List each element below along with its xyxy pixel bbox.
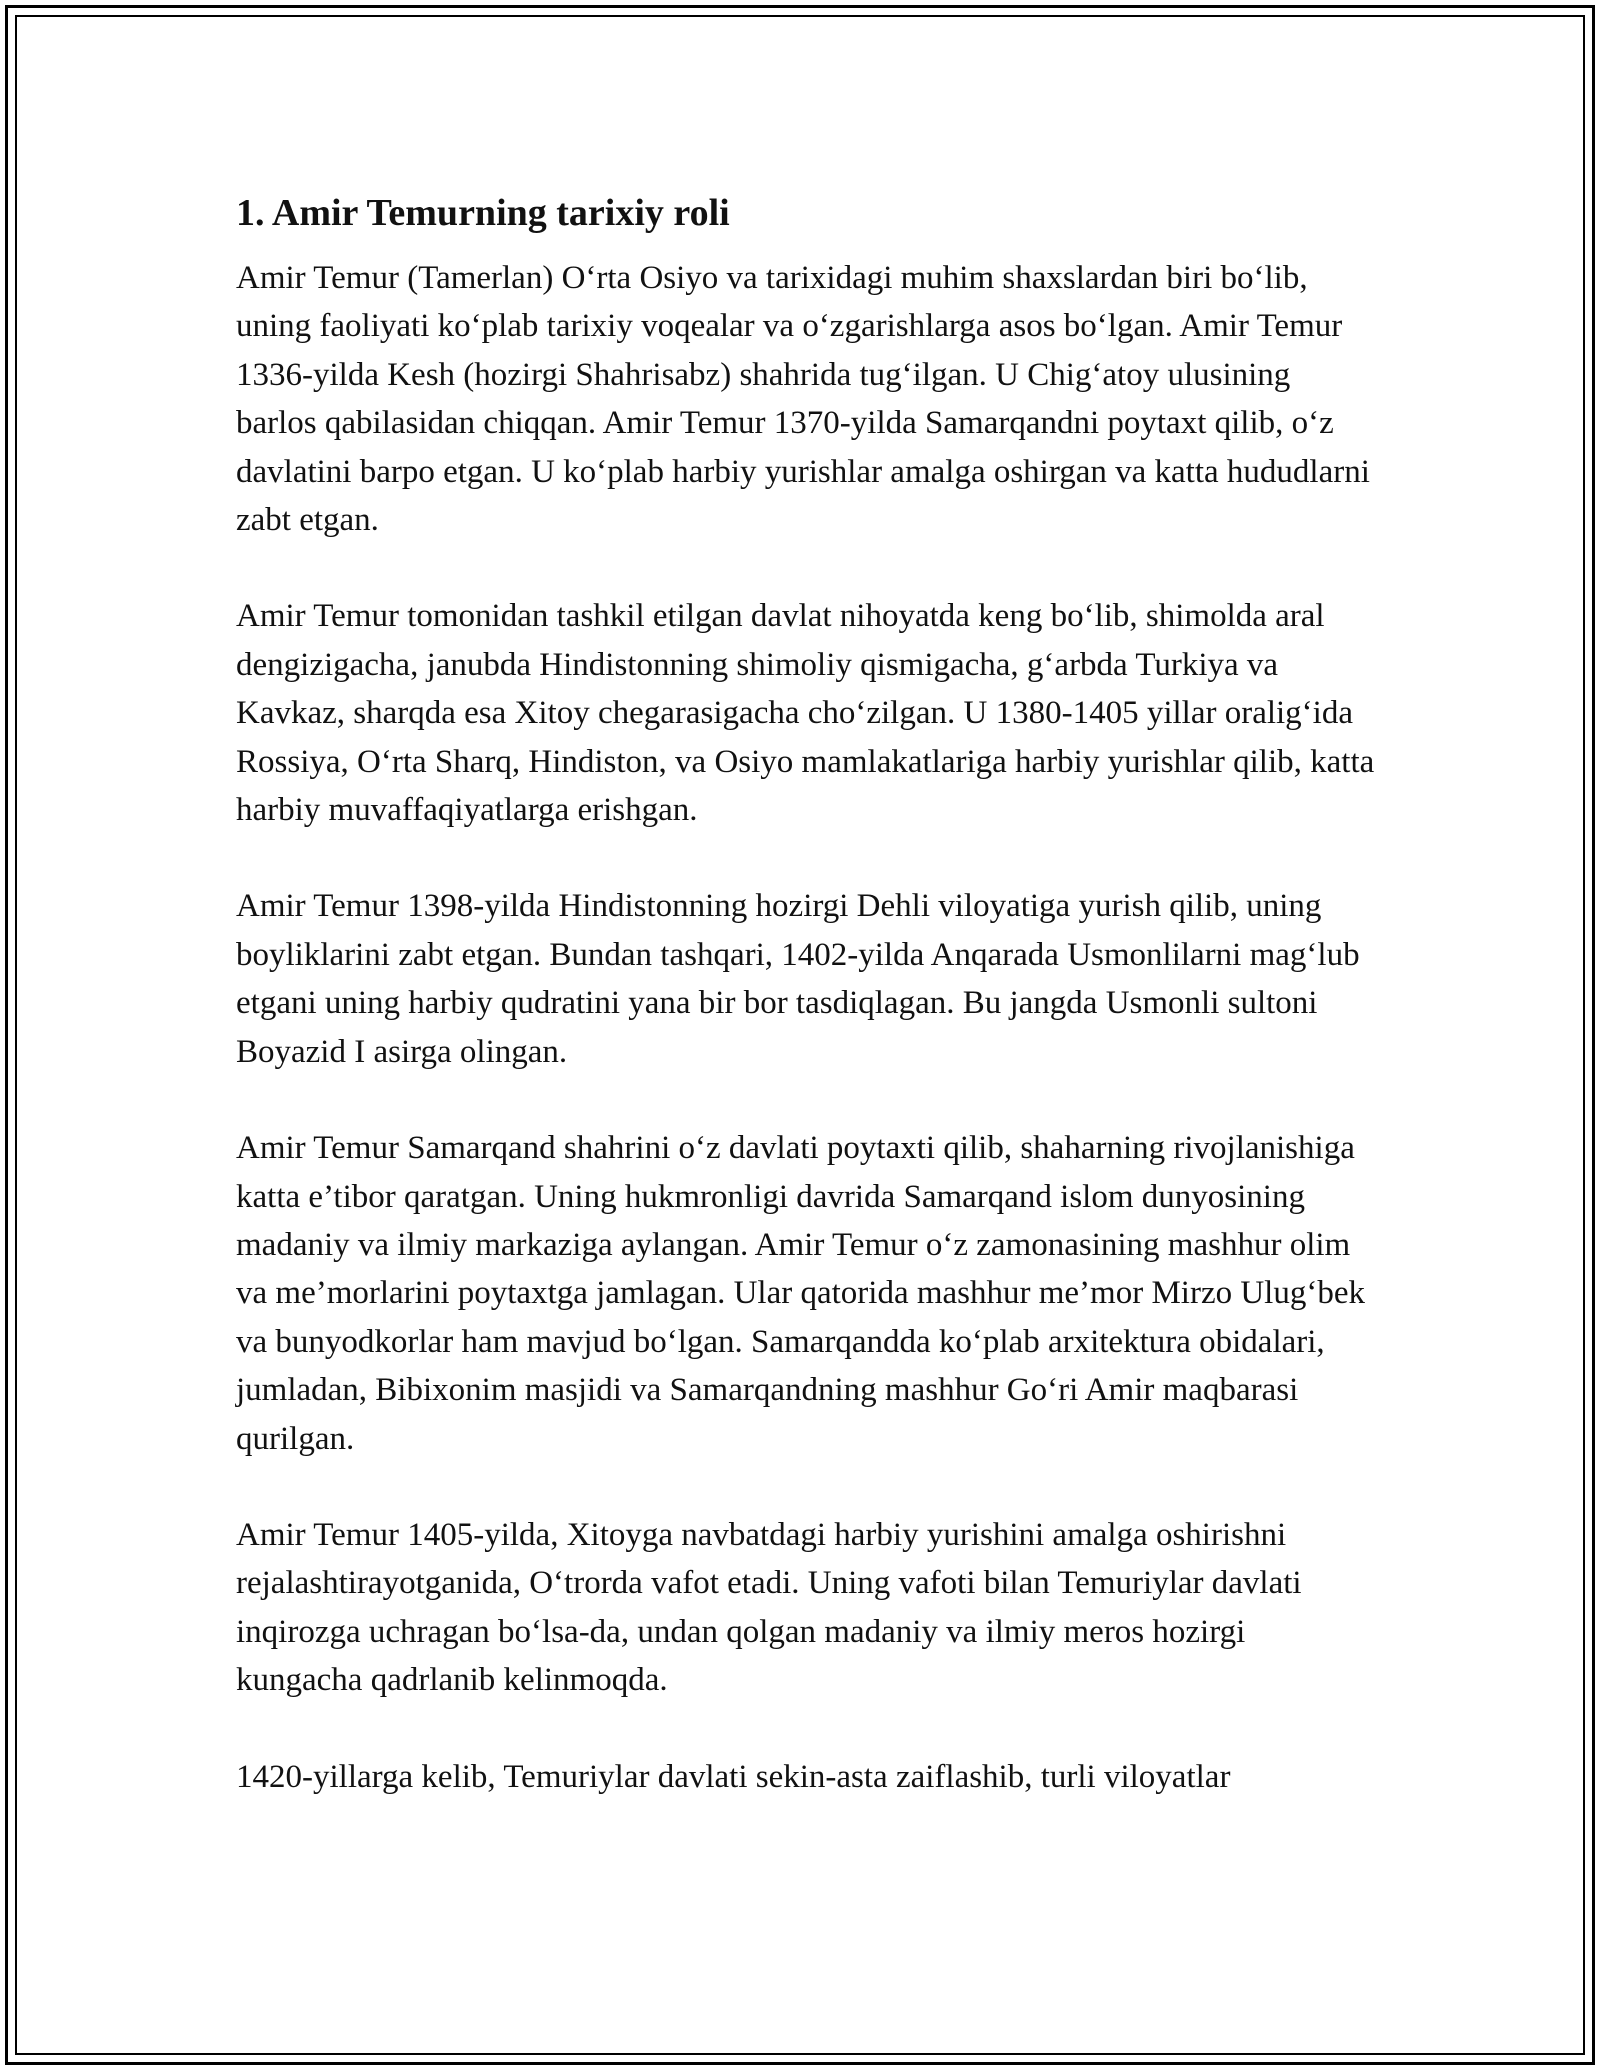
document-body bbox=[236, 186, 1376, 1849]
section-heading: 1. Amir Temurning tarixiy roli bbox=[236, 192, 730, 234]
paragraph-3: Amir Temur 1398-yilda Hindistonning hozirgi Dehli viloyatiga yurish qilib, uning boyliklarini zabt etgan. Bundan tashqari, 1402-yilda Anqarada Usmonlilarni mag‘lub etgani uning harbiy qudratini yana bir bor tasdiqlagan. Bu jangda Usmonli sultoni Boyazid I asirga olingan. bbox=[236, 888, 1360, 1070]
paragraph-6: 1420-yillarga kelib, Temuriylar davlati sekin-asta zaiflashib, turli viloyatlar bbox=[236, 1758, 1231, 1795]
paragraph-2: Amir Temur tomonidan tashkil etilgan davlat nihoyatda keng bo‘lib, shimolda aral dengizigacha, janubda Hindistonning shimoliy qismigacha, g‘arbda Turkiya va Kavkaz, sharqda esa Xitoy chegarasigacha cho‘zilgan. U 1380-1405 yillar oralig‘ida Rossiya, O‘rta Sharq, Hindiston, va Osiyo mamlakatlariga harbiy yurishlar qilib, katta harbiy muvaffaqiyatlarga erishgan. bbox=[236, 598, 1375, 829]
paragraph-5: Amir Temur 1405-yilda, Xitoyga navbatdagi harbiy yurishini amalga oshirishni rejalashtirayotganida, O‘trorda vafot etadi. Uning vafoti bilan Temuriylar davlati inqirozga uchragan bo‘lsa-da, undan qolgan madaniy va ilmiy meros hozirgi kungacha qadrlanib kelinmoqda. bbox=[236, 1516, 1302, 1699]
paragraph-4: Amir Temur Samarqand shahrini o‘z davlati poytaxti qilib, shaharning rivojlanishiga katta e’tibor qaratgan. Uning hukmronligi davrida Samarqand islom dunyosining madaniy va ilmiy markaziga aylangan. Amir Temur o‘z zamonasining mashhur olim va me’morlarini poytaxtga jamlagan. Ular qatorida mashhur me’mor Mirzo Ulug‘bek va bunyodkorlar ham mavjud bo‘lgan. Samarqandda ko‘plab arxitektura obidalari, jumladan, Bibixonim masjidi va Samarqandning mashhur Go‘ri Amir maqbarasi qurilgan. bbox=[236, 1130, 1365, 1457]
paragraph-1: Amir Temur (Tamerlan) O‘rta Osiyo va tarixidagi muhim shaxslardan biri bo‘lib, uning faoliyati ko‘plab tarixiy voqealar va o‘zgarishlarga asos bo‘lgan. Amir Temur 1336-yilda Kesh (hozirgi Shahrisabz) shahrida tug‘ilgan. U Chig‘atoy ulusining barlos qabilasidan chiqqan. Amir Temur 1370-yilda Samarqandni poytaxt qilib, o‘z davlatini barpo etgan. U ko‘plab harbiy yurishlar amalga oshirgan va katta hududlarni zabt etgan. bbox=[236, 260, 1370, 539]
